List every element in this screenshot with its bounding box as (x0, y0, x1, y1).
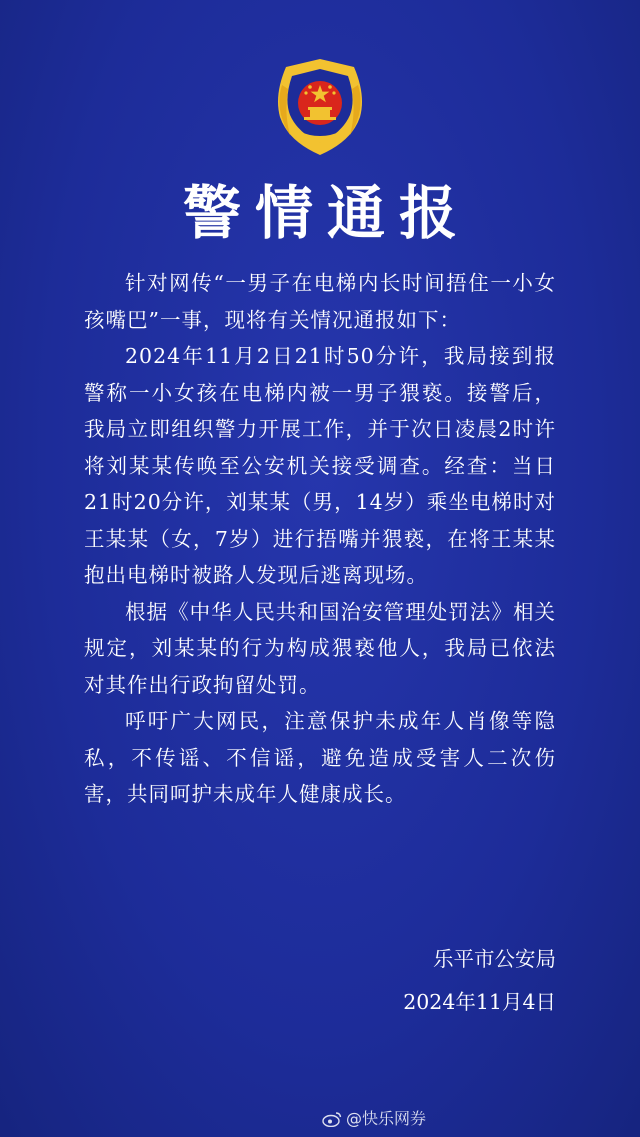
weibo-watermark (322, 1108, 426, 1130)
notice-paragraph: 2024年11月2日21时50分许，我局接到报警称一小女孩在电梯内被一男子猥亵。接警后，我局立即组织警力开展工作，并于次日凌晨2时许将刘某某传唤至公安机关接受调查。经查：当日21时20分许，刘某某（男，14岁）乘坐电梯时对王某某（女，7岁）进行捂嘴并猥亵，在将王某某抱出电梯时被路人发现后逃离现场。 (84, 344, 556, 587)
notice-body (84, 265, 556, 813)
notice-paragraph: 呼吁广大网民，注意保护未成年人肖像等隐私，不传谣、不信谣，避免造成受害人二次伤害，共同呵护未成年人健康成长。 (84, 709, 556, 806)
signoff (380, 938, 556, 1024)
issue-date: 2024年11月4日 (403, 990, 556, 1014)
issuer-name: 乐平市公安局 (433, 947, 556, 971)
police-emblem-icon (268, 55, 372, 159)
weibo-icon (322, 1111, 342, 1127)
notice-title: 警情通报 (182, 179, 471, 247)
notice-paragraph: 针对网传“一男子在电梯内长时间捂住一小女孩嘴巴”一事，现将有关情况通报如下： (84, 271, 556, 332)
watermark-text: @快乐网券 (346, 1109, 427, 1128)
notice-paragraph: 根据《中华人民共和国治安管理处罚法》相关规定，刘某某的行为构成猥亵他人，我局已依法对其作出行政拘留处罚。 (84, 599, 556, 697)
